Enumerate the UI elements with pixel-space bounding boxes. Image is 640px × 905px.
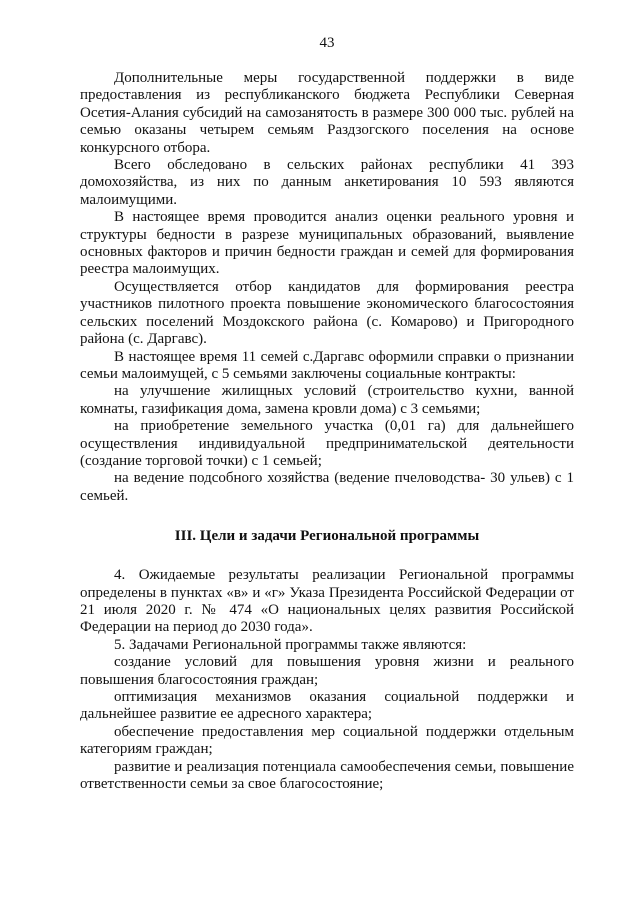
paragraph-task-optimization: оптимизация механизмов оказания социальной поддержки и дальнейшее развитие ее адресного характера;: [80, 689, 574, 723]
paragraph-task-living-standards: создание условий для повышения уровня жизни и реального повышения благосостояния граждан;: [80, 654, 574, 688]
paragraph-tasks-intro: 5. Задачами Региональной программы также являются:: [114, 636, 467, 653]
paragraph-households-surveyed: Всего обследовано в сельских районах республики 41 393 домохозяйства, из них по данным анкетирования 10 593 являются малоимущими.: [80, 157, 574, 208]
paragraph-task-social-support: обеспечение предоставления мер социальной поддержки отдельным категориям граждан;: [80, 723, 574, 758]
paragraph-contract-housing: на улучшение жилищных условий (строительство кухни, ванной комнаты, газификация дома, замена кровли дома) с 3 семьями;: [80, 383, 574, 417]
paragraph-task-self-sufficiency: развитие и реализация потенциала самообеспечения семьи, повышение ответственности семьи за свое благосостояние;: [80, 758, 574, 793]
paragraph-pilot-selection: Осуществляется отбор кандидатов для формирования реестра участников пилотного проекта повышение экономического благосостояния сельских поселений Моздокского района (с. Комарово) и Пригородного района (с. Даргавс).: [80, 278, 574, 348]
paragraph-dargavs-families: В настоящее время 11 семей с.Даргавс оформили справки о признании семьи малоимущей, с 5 семьями заключены социальные контракты:: [80, 348, 574, 382]
paragraph-contract-farming: на ведение подсобного хозяйства (ведение пчеловодства- 30 ульев) с 1 семьей.: [80, 470, 574, 504]
paragraph-poverty-analysis: В настоящее время проводится анализ оценки реального уровня и структуры бедности в разрезе муниципальных образований, выявление основных факторов и причин бедности граждан и семей для формирования реестра малоимущих.: [80, 209, 574, 278]
page-number: 43: [319, 35, 335, 51]
section-heading: III. Цели и задачи Региональной программы: [174, 528, 480, 545]
paragraph-subsidies: Дополнительные меры государственной поддержки в виде предоставления из республиканского бюджета Республики Северная Осетия-Алания субсидий на самозанятость в размере 300 000 тыс. рублей на семью оказаны четырем семьям Раздзогского поселения на основе конкурсного отбора.: [80, 70, 574, 156]
paragraph-expected-results: 4. Ожидаемые результаты реализации Региональной программы определены в пунктах «в» и «г» Указа Президента Российской Федерации от 21 июля 2020 г. № 474 «О национальных целях развития Российской Федерации на период до 2030 года».: [80, 567, 574, 636]
paragraph-contract-land: на приобретение земельного участка (0,01 га) для дальнейшего осуществления индивидуальной предпринимательской деятельности (создание торговой точки) с 1 семьей;: [80, 418, 574, 469]
